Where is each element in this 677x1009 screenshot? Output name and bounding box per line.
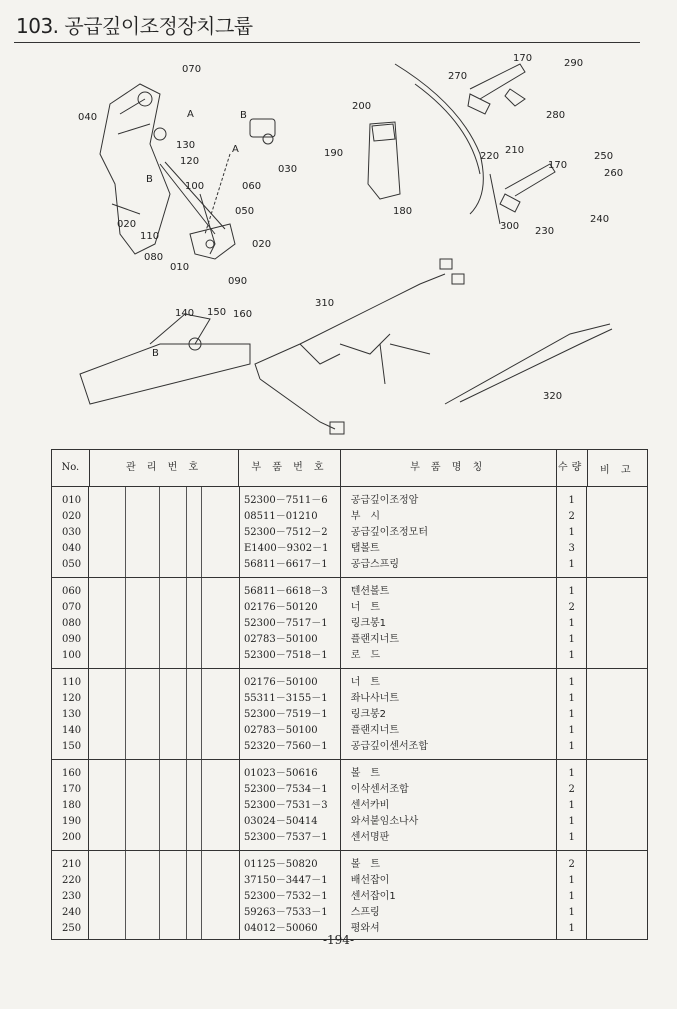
part-no-column-cell: E1400－9302－1 [243,543,329,554]
callout-label: 150 [207,307,227,318]
part-no-column-cell: 37150－3447－1 [243,875,328,886]
qty-column-cell: 1 [568,618,575,629]
part-name-column-cell: 볼 트 [350,768,381,779]
callout-label: B [240,110,247,121]
qty-column-cell: 1 [568,816,575,827]
title-rule [14,42,640,43]
part-name-column-cell: 배선잡이 [350,875,390,886]
part-name-column-cell: 센서명판 [350,832,390,843]
qty-column-cell: 1 [568,495,575,506]
qty-column-cell: 1 [568,709,575,720]
mgmt-no-subcell [187,487,202,577]
part-name-column [341,487,558,577]
callout-label: 170 [513,53,533,64]
callout-label: B [146,174,153,185]
mgmt-no-subcell [202,669,239,759]
callout-label: 220 [480,151,500,162]
qty-column-cell: 1 [568,907,575,918]
remark-column [587,487,647,577]
qty-column-cell: 1 [568,891,575,902]
no-column-cell: 160 [62,768,82,779]
qty-column [557,669,587,759]
callout-label: 260 [604,168,624,179]
part-no-column-cell: 04012－50060 [243,923,318,934]
mgmt-no-subcell [160,487,187,577]
no-column-cell: 170 [62,784,82,795]
callout-label: 200 [352,101,372,112]
parts-diagram [0,44,677,449]
mgmt-no-subcell [160,851,187,939]
qty-column [557,578,587,668]
mgmt-no-subcell [202,487,239,577]
part-no-column-cell: 02783－50100 [243,725,318,736]
callout-label: 080 [144,252,164,263]
no-column-cell: 040 [62,543,82,554]
callout-label: 020 [117,219,137,230]
no-column-cell: 100 [62,650,82,661]
qty-column [557,851,587,939]
qty-column-cell: 1 [568,559,575,570]
no-column [52,487,89,577]
mgmt-no-subcell [89,487,126,577]
part-no-column-cell: 52300－7531－3 [243,800,328,811]
part-no-column-cell: 01125－50820 [243,859,318,870]
exploded-view-drawing [0,44,677,449]
mgmt-no-subcell [160,669,187,759]
qty-column [557,487,587,577]
mgmt-no-subcell [187,760,202,850]
callout-label: 270 [448,71,468,82]
qty-column-cell: 1 [568,527,575,538]
part-name-column-cell: 평와셔 [350,923,380,934]
part-name-column-cell: 공급깊이센서조합 [350,741,428,752]
no-column-cell: 080 [62,618,82,629]
qty-column-cell: 1 [568,800,575,811]
callout-label: 240 [590,214,610,225]
part-no-column-cell: 59263－7533－1 [243,907,328,918]
callout-label: 120 [180,156,200,167]
header-qty: 수량 [557,450,588,486]
part-name-column-cell: 센서카비 [350,800,390,811]
qty-column-cell: 2 [568,602,575,613]
part-name-column-cell: 너 트 [350,677,381,688]
part-name-column-cell: 링크봉1 [350,618,387,629]
qty-column-cell: 2 [568,859,575,870]
header-mgmt-no: 관 리 번 호 [90,450,240,486]
no-column-cell: 240 [62,907,82,918]
remark-column [587,669,647,759]
no-column-cell: 210 [62,859,82,870]
part-no-column-cell: 01023－50616 [243,768,318,779]
qty-column-cell: 1 [568,693,575,704]
part-name-column-cell: 스프링 [350,907,380,918]
part-no-column-cell: 08511－01210 [243,511,318,522]
no-column-cell: 140 [62,725,82,736]
part-no-column-cell: 55311－3155－1 [243,693,328,704]
part-no-column-cell: 52300－7518－1 [243,650,328,661]
callout-label: 210 [505,145,525,156]
no-column-cell: 220 [62,875,82,886]
part-no-column-cell: 02783－50100 [243,634,318,645]
qty-column-cell: 1 [568,677,575,688]
qty-column-cell: 1 [568,650,575,661]
part-name-column-cell: 공급스프링 [350,559,400,570]
no-column-cell: 090 [62,634,82,645]
part-name-column-cell: 텐션볼트 [350,586,390,597]
qty-column-cell: 1 [568,875,575,886]
no-column-cell: 060 [62,586,82,597]
part-no-column-cell: 56811－6618－3 [243,586,328,597]
mgmt-no-subcell [202,760,239,850]
table-group [52,487,647,578]
qty-column-cell: 1 [568,832,575,843]
table-group [52,669,647,760]
part-name-column-cell: 와셔붙임소나사 [350,816,419,827]
qty-column-cell: 1 [568,923,575,934]
table-group [52,760,647,851]
qty-column-cell: 1 [568,634,575,645]
part-name-column [341,851,558,939]
callout-label: B [152,348,159,359]
table-group [52,578,647,669]
mgmt-no-subcell [160,578,187,668]
part-name-column-cell: 탭볼트 [350,543,380,554]
no-column [52,760,89,850]
callout-label: 290 [564,58,584,69]
page-number: -194- [322,933,354,947]
qty-column-cell: 1 [568,768,575,779]
mgmt-no-column [89,578,240,668]
callout-label: A [232,144,239,155]
remark-column [587,851,647,939]
qty-column-cell: 2 [568,784,575,795]
callout-label: 010 [170,262,190,273]
callout-label: 320 [543,391,563,402]
mgmt-no-subcell [187,851,202,939]
callout-label: 190 [324,148,344,159]
table-header [52,450,647,487]
callout-label: 040 [78,112,98,123]
mgmt-no-subcell [202,851,239,939]
callout-label: 050 [235,206,255,217]
part-no-column-cell: 52300－7512－2 [243,527,328,538]
no-column-cell: 250 [62,923,82,934]
part-name-column-cell: 공급깊이조정모터 [350,527,428,538]
mgmt-no-column [89,760,240,850]
mgmt-no-subcell [126,487,160,577]
no-column-cell: 230 [62,891,82,902]
no-column-cell: 110 [62,677,82,688]
callout-label: 030 [278,164,298,175]
callout-label: A [187,109,194,120]
part-no-column-cell: 52300－7534－1 [243,784,328,795]
part-no-column [240,851,341,939]
part-name-column-cell: 링크봉2 [350,709,387,720]
part-name-column-cell: 좌나사너트 [350,693,400,704]
callout-label: 130 [176,140,196,151]
part-no-column-cell: 52300－7519－1 [243,709,328,720]
mgmt-no-subcell [126,578,160,668]
no-column [52,851,89,939]
header-no: No. [52,450,90,486]
callout-label: 160 [233,309,253,320]
callout-label: 300 [500,221,520,232]
mgmt-no-subcell [89,578,126,668]
part-name-column-cell: 플랜지너트 [350,634,400,645]
callout-label: 100 [185,181,205,192]
no-column-cell: 120 [62,693,82,704]
callout-label: 310 [315,298,335,309]
no-column-cell: 180 [62,800,82,811]
part-name-column-cell: 공급깊이조정암 [350,495,419,506]
part-name-column-cell: 이삭센서조합 [350,784,409,795]
part-name-column-cell: 센서잡이1 [350,891,396,902]
header-remark: 비 고 [600,464,635,476]
no-column-cell: 010 [62,495,82,506]
header-part-name: 부 품 명 칭 [341,450,557,486]
qty-column [557,760,587,850]
part-no-column-cell: 52300－7537－1 [243,832,328,843]
callout-label: 250 [594,151,614,162]
part-no-column [240,487,341,577]
part-name-column-cell: 플랜지너트 [350,725,400,736]
callout-label: 280 [546,110,566,121]
mgmt-no-column [89,487,240,577]
part-no-column-cell: 02176－50100 [243,677,318,688]
part-no-column-cell: 52300－7511－6 [243,495,328,506]
no-column-cell: 070 [62,602,82,613]
mgmt-no-subcell [126,760,160,850]
remark-column [587,760,647,850]
callout-label: 070 [182,64,202,75]
part-name-column [341,760,558,850]
callout-label: 090 [228,276,248,287]
qty-column-cell: 1 [568,725,575,736]
qty-column-cell: 1 [568,741,575,752]
no-column-cell: 190 [62,816,82,827]
part-name-column-cell: 로 드 [350,650,381,661]
part-name-column-cell: 부 시 [350,511,381,522]
part-no-column-cell: 03024－50414 [243,816,318,827]
mgmt-no-subcell [89,669,126,759]
mgmt-no-subcell [89,760,126,850]
table-body [52,487,647,939]
callout-label: 180 [393,206,413,217]
part-no-column [240,578,341,668]
mgmt-no-column [89,851,240,939]
mgmt-no-column [89,669,240,759]
mgmt-no-subcell [126,851,160,939]
header-part-no: 부 품 번 호 [239,450,340,486]
callout-label: 170 [548,160,568,171]
no-column-cell: 020 [62,511,82,522]
no-column [52,578,89,668]
callout-label: 230 [535,226,555,237]
mgmt-no-subcell [187,578,202,668]
parts-table [51,449,648,940]
no-column-cell: 150 [62,741,82,752]
remark-column [587,578,647,668]
part-no-column-cell: 02176－50120 [243,602,318,613]
part-no-column-cell: 56811－6617－1 [243,559,328,570]
part-no-column [240,760,341,850]
callout-label: 140 [175,308,195,319]
no-column-cell: 200 [62,832,82,843]
mgmt-no-subcell [187,669,202,759]
mgmt-no-subcell [202,578,239,668]
mgmt-no-subcell [126,669,160,759]
callout-label: 060 [242,181,262,192]
part-name-column-cell: 볼 트 [350,859,381,870]
qty-column-cell: 2 [568,511,575,522]
qty-column-cell: 3 [568,543,575,554]
callout-label: 020 [252,239,272,250]
mgmt-no-subcell [89,851,126,939]
no-column [52,669,89,759]
callout-label: 110 [140,231,160,242]
no-column-cell: 050 [62,559,82,570]
part-no-column-cell: 52300－7517－1 [243,618,328,629]
page-title: 103. 공급깊이조정장치그룹 [16,14,253,38]
mgmt-no-subcell [160,760,187,850]
table-group [52,851,647,939]
no-column-cell: 030 [62,527,82,538]
qty-column-cell: 1 [568,586,575,597]
part-name-column-cell: 너 트 [350,602,381,613]
part-no-column [240,669,341,759]
part-no-column-cell: 52300－7532－1 [243,891,328,902]
no-column-cell: 130 [62,709,82,720]
part-no-column-cell: 52320－7560－1 [243,741,328,752]
part-name-column [341,669,558,759]
part-name-column [341,578,558,668]
